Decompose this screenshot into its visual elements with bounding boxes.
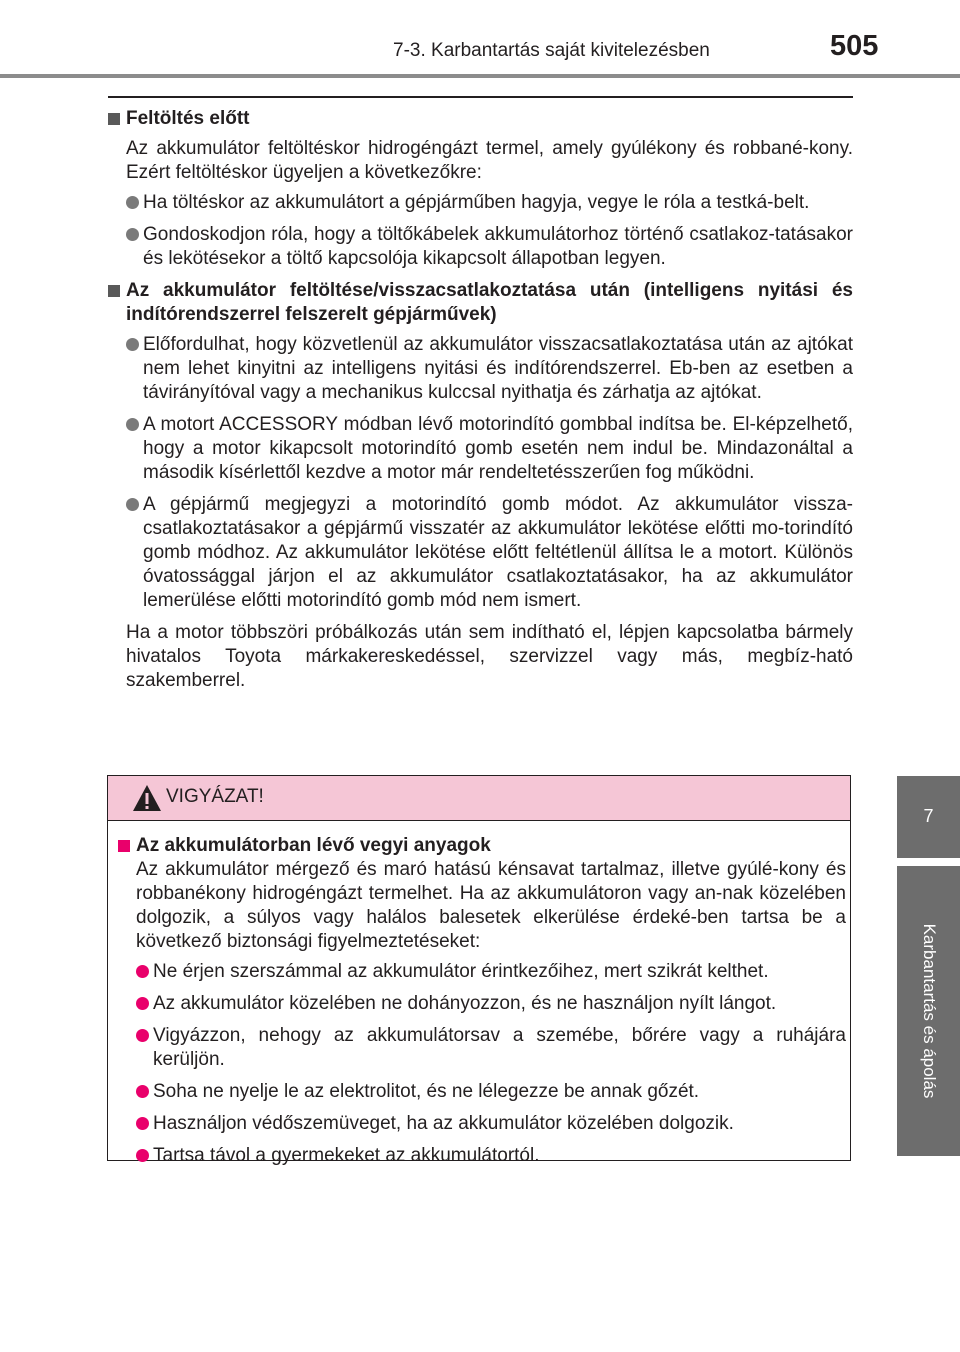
warning-triangle-icon xyxy=(132,784,162,812)
list-item: Tartsa távol a gyermekeket az akkumulátortól. xyxy=(118,1144,846,1168)
warning-header xyxy=(108,776,850,821)
header-divider xyxy=(0,74,960,78)
square-bullet-icon xyxy=(108,113,120,125)
circle-bullet-icon xyxy=(136,1029,149,1042)
list-item: Gondoskodjon róla, hogy a töltőkábelek akkumulátorhoz történő csatlakoz-tatásakor és lekötésekor a töltő kapcsolója kikapcsolt állapotban legyen. xyxy=(108,223,853,271)
section-heading: Feltöltés előtt xyxy=(108,107,853,131)
list-item: Ha töltéskor az akkumulátort a gépjárműben hagyja, vegye le róla a testká-belt. xyxy=(108,191,853,215)
list-item: Soha ne nyelje le az elektrolitot, és ne lélegezze be annak gőzét. xyxy=(118,1080,846,1104)
side-tab-title-text: Karbantartás és ápolás xyxy=(919,923,939,1099)
circle-bullet-icon xyxy=(136,997,149,1010)
circle-bullet-icon xyxy=(136,1149,149,1162)
square-bullet-icon xyxy=(108,285,120,297)
warning-intro: Az akkumulátor mérgező és maró hatású kénsavat tartalmaz, illetve gyúlé-kony és robbanékony hidrogéngázt termelhet. Ha az akkumulátoron vagy an-nak közelében dolgozik, a súlyos vagy halálos balesetek elkerülése érdeké-ben tartsa be a következő biztonsági figyelmeztetéseket: xyxy=(136,859,846,952)
warning-box xyxy=(107,775,851,1166)
warning-title: VIGYÁZAT! xyxy=(166,786,264,807)
circle-bullet-icon xyxy=(136,965,149,978)
list-item: Vigyázzon, nehogy az akkumulátorsav a szemébe, bőrére vagy a ruhájára kerüljön. xyxy=(118,1024,846,1072)
list-item: Használjon védőszemüveget, ha az akkumulátor közelében dolgozik. xyxy=(118,1112,846,1136)
content-top-divider xyxy=(108,96,853,98)
section-outro: Ha a motor többszöri próbálkozás után sem indítható el, lépjen kapcsolatba bármely hivatalos Toyota márkakereskedéssel, szervizzel vagy más, megbíz-ható szakemberrel. xyxy=(126,622,853,691)
warning-heading: Az akkumulátorban lévő vegyi anyagok xyxy=(118,834,846,858)
circle-bullet-icon xyxy=(126,418,139,431)
square-bullet-icon xyxy=(118,840,130,852)
section-heading: Az akkumulátor feltöltése/visszacsatlakoztatása után (intelligens nyitási és indítórendszerrel felszerelt gépjárművek) xyxy=(108,279,853,327)
side-tab-chapter-number: 7 xyxy=(897,776,960,858)
list-item: Előfordulhat, hogy közvetlenül az akkumulátor visszacsatlakoztatása után az ajtókat nem lehet kinyitni az intelligens nyitási és indítórendszerrel. Eb-ben az esetben a távirányítóval vagy a mechanikus kulccsal nyithatja és zárhatja az ajtókat. xyxy=(108,333,853,405)
page-header xyxy=(0,0,960,80)
list-item: A gépjármű megjegyzi a motorindító gomb módot. Az akkumulátor vissza-csatlakoztatásakor a gépjármű visszatér az akkumulátor lekötése előtti mo-torindító gomb módhoz. Az akkumulátor lekötése előtt feltétlenül állítsa le a motort. Különös óvatossággal járjon el az akkumulátor csatlakoztatásakor, ha az akkumulátor lemerülése előtti motorindító gomb mód nem ismert. xyxy=(108,493,853,613)
section-intro: Az akkumulátor feltöltéskor hidrogéngázt termel, amely gyúlékony és robbané-kony. Ezért feltöltéskor ügyeljen a következőkre: xyxy=(126,138,853,183)
warning-body xyxy=(118,834,846,1168)
circle-bullet-icon xyxy=(126,196,139,209)
list-item: Ne érjen szerszámmal az akkumulátor érintkezőihez, mert szikrát kelthet. xyxy=(118,960,846,984)
circle-bullet-icon xyxy=(126,498,139,511)
chapter-title: 7-3. Karbantartás saját kivitelezésben xyxy=(393,40,710,61)
list-item: Az akkumulátor közelében ne dohányozzon, és ne használjon nyílt lángot. xyxy=(118,992,846,1016)
list-item: A motort ACCESSORY módban lévő motorindító gombbal indítsa be. El-képzelhető, hogy a motor kikapcsolt motorindító gomb esetén nem indul be. Mindazonáltal a második kísérlettől kezdve a motor már rendeltetésszerűen fog működni. xyxy=(108,413,853,485)
circle-bullet-icon xyxy=(126,228,139,241)
page-number: 505 xyxy=(830,30,879,62)
circle-bullet-icon xyxy=(126,338,139,351)
side-tab-chapter-title xyxy=(897,866,960,1156)
main-content xyxy=(108,107,853,693)
circle-bullet-icon xyxy=(136,1085,149,1098)
circle-bullet-icon xyxy=(136,1117,149,1130)
